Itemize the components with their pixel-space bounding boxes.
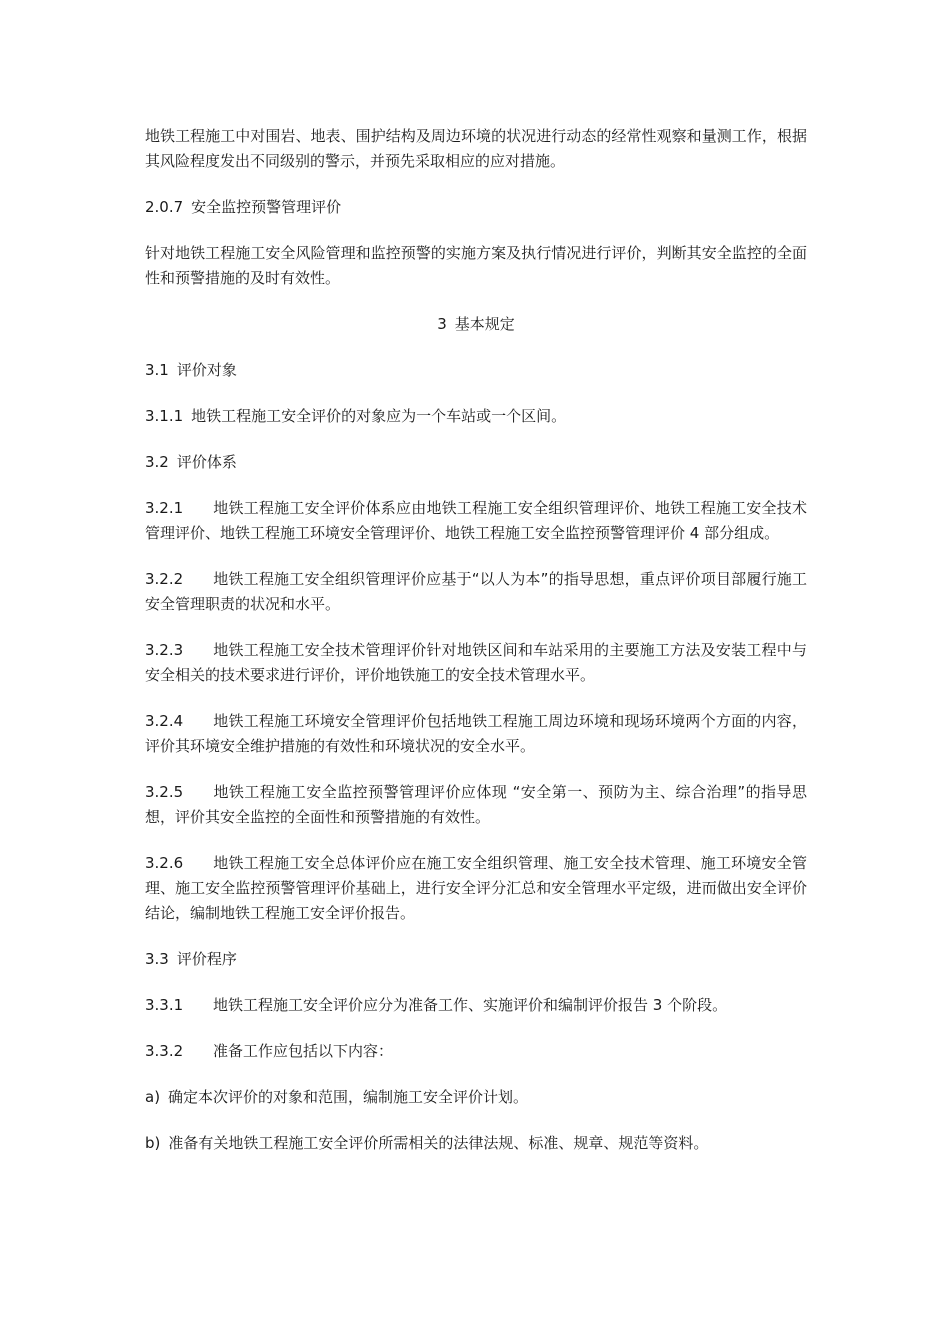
- section-heading-3-1: [145, 358, 807, 383]
- chapter-title: [145, 312, 807, 337]
- clause-text: 地铁工程施工安全评价体系应由地铁工程施工安全组织管理评价、地铁工程施工安全技术管理评价、地铁工程施工环境安全管理评价、地铁工程施工安全监控预警管理评价 4 部分组成。: [145, 499, 807, 542]
- clause-number: 3.2.5: [145, 783, 184, 801]
- clause-3-2-2: [145, 567, 807, 617]
- section-number: 3.1: [145, 361, 169, 379]
- list-marker: b): [145, 1134, 161, 1152]
- clause-number: 3.2.4: [145, 712, 184, 730]
- definition-paragraph: 地铁工程施工中对围岩、地表、围护结构及周边环境的状况进行动态的经常性观察和量测工作，根据其风险程度发出不同级别的警示，并预先采取相应的应对措施。: [145, 127, 807, 170]
- clause-text: 地铁工程施工安全评价应分为准备工作、实施评价和编制评价报告 3 个阶段。: [213, 996, 728, 1014]
- clause-3-3-1: [145, 993, 807, 1018]
- section-title: 评价对象: [176, 361, 237, 379]
- clause-number: 3.2.6: [145, 854, 184, 872]
- section-number: 3.2: [145, 453, 169, 471]
- section-heading-3-3: [145, 947, 807, 972]
- definition-paragraph: 针对地铁工程施工安全风险管理和监控预警的实施方案及执行情况进行评价，判断其安全监控的全面性和预警措施的及时有效性。: [145, 244, 807, 287]
- clause-text: 准备工作应包括以下内容：: [213, 1042, 394, 1060]
- clause-number: 3.3.1: [145, 996, 184, 1014]
- clause-number: 3.3.2: [145, 1042, 184, 1060]
- clause-number: 3.2.1: [145, 499, 184, 517]
- clause-text: 地铁工程施工安全监控预警管理评价应体现 “安全第一、预防为主、综合治理”的指导思想，评价其安全监控的全面性和预警措施的有效性。: [145, 783, 807, 826]
- chapter-number: 3: [437, 315, 447, 333]
- clause-text: 地铁工程施工环境安全管理评价包括地铁工程施工周边环境和现场环境两个方面的内容，评价其环境安全维护措施的有效性和环境状况的安全水平。: [145, 712, 807, 755]
- clause-3-2-5: [145, 780, 807, 830]
- clause-text: 地铁工程施工安全评价的对象应为一个车站或一个区间。: [191, 407, 567, 425]
- clause-number: 3.1.1: [145, 407, 184, 425]
- clause-number: 3.2.2: [145, 570, 184, 588]
- clause-3-2-1: [145, 496, 807, 546]
- chapter-name: 基本规定: [454, 315, 515, 333]
- clause-text: 地铁工程施工安全组织管理评价应基于“以人为本”的指导思想，重点评价项目部履行施工安全管理职责的状况和水平。: [145, 570, 807, 613]
- list-text: 准备有关地铁工程施工安全评价所需相关的法律法规、标准、规章、规范等资料。: [168, 1134, 709, 1152]
- clause-text: 地铁工程施工安全总体评价应在施工安全组织管理、施工安全技术管理、施工环境安全管理、施工安全监控预警管理评价基础上，进行安全评分汇总和安全管理水平定级，进而做出安全评价结论，编制地铁工程施工安全评价报告。: [145, 854, 807, 922]
- section-title: 评价体系: [176, 453, 237, 471]
- document-page: [145, 124, 807, 1177]
- clause-3-3-2: [145, 1039, 807, 1064]
- clause-3-2-6: [145, 851, 807, 926]
- list-item-b: [145, 1131, 807, 1156]
- clause-3-2-4: [145, 709, 807, 759]
- clause-3-2-3: [145, 638, 807, 688]
- section-title: 评价程序: [176, 950, 237, 968]
- list-item-a: [145, 1085, 807, 1110]
- section-number: 2.0.7: [145, 198, 184, 216]
- list-marker: a): [145, 1088, 161, 1106]
- section-heading-3-2: [145, 450, 807, 475]
- section-number: 3.3: [145, 950, 169, 968]
- section-title: 安全监控预警管理评价: [191, 198, 342, 216]
- list-text: 确定本次评价的对象和范围，编制施工安全评价计划。: [168, 1088, 529, 1106]
- clause-text: 地铁工程施工安全技术管理评价针对地铁区间和车站采用的主要施工方法及安装工程中与安全相关的技术要求进行评价，评价地铁施工的安全技术管理水平。: [145, 641, 807, 684]
- clause-number: 3.2.3: [145, 641, 184, 659]
- section-heading-2-0-7: [145, 195, 807, 220]
- clause-3-1-1: [145, 404, 807, 429]
